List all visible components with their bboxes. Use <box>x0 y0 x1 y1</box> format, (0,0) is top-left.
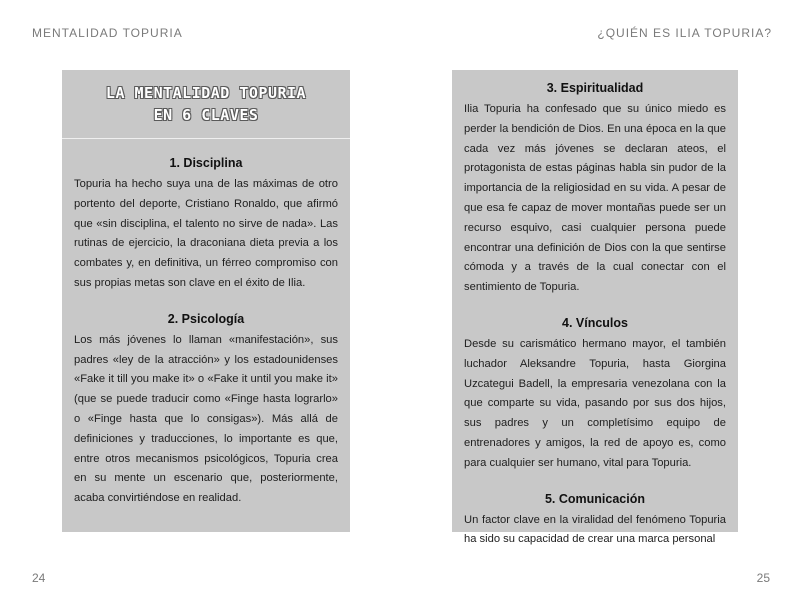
page-number-right: 25 <box>756 571 770 585</box>
section-body: Ilia Topuria ha confesado que su único miedo es perder la bendición de Dios. En una época en la que cada vez más jóvenes se declaran ateos, el protagonista de estas páginas habla sin pudor de la importancia de la religiosidad en su vida. A pesar de que esa fe capaz de mover montañas puede ser un recurso esquivo, casi cualquier persona puede encontrar una definición de Dios con la que sentirse cómoda y a través de la cual conectar con el sentimiento de Topuria. <box>464 103 726 294</box>
key-points-box-right <box>452 70 738 546</box>
key-points-box-left <box>62 70 350 532</box>
section-heading: 5. Comunicación <box>544 491 646 506</box>
section-body: Un factor clave en la viralidad del fenómeno Topuria ha sido su capacidad de crear una marca personal <box>464 513 726 546</box>
box-title-line-1: LA MENTALIDAD TOPURIA <box>105 84 307 102</box>
section-heading: 1. Disciplina <box>169 156 243 170</box>
section-body: Topuria ha hecho suya una de las máximas de otro portento del deporte, Cristiano Ronaldo, que afirmó que «sin disciplina, el talento no sirve de nada». Las rutinas de ejercicio, la draconiana dieta previa a los combates y, en definitiva, un férreo compromiso con sus propias metas son clave en el éxito de Ilia. <box>74 178 338 289</box>
section-psicologia <box>74 310 338 509</box>
section-espiritualidad <box>464 79 726 298</box>
section-body: Los más jóvenes lo llaman «manifestación», sus padres «ley de la atracción» y los estadounidenses «Fake it till you make it» o «Fake it until you make it» (que se puede traducir como «Finge hasta lograrlo» o «Finge hasta que lo consigas»). Más allá de definiciones y traducciones, lo importante es que, entre otros mecanismos psicológicos, Topuria crea en su mente un escenario que, posteriormente, acaba convirtiéndose en realidad. <box>74 333 338 505</box>
box-title-line-2: EN 6 CLAVES <box>153 106 259 124</box>
running-head-left: MENTALIDAD TOPURIA <box>32 26 183 40</box>
box-title <box>62 70 350 139</box>
page-number-left: 24 <box>32 571 46 585</box>
section-body: Desde su carismático hermano mayor, el también luchador Aleksandre Topuria, hasta Giorgina Uzcategui Badell, la empresaria venezolana con la que comparte su vida, pasando por sus dos hijos, sus padres y un completísimo equipo de entrenadores y amigos, la red de apoyo es, como para cualquier ser humano, vital para Topuria. <box>464 337 726 469</box>
section-heading: 4. Vínculos <box>562 315 628 330</box>
running-head-right: ¿QUIÉN ES ILIA TOPURIA? <box>597 26 772 40</box>
section-vinculos <box>464 314 726 474</box>
section-heading: 3. Espiritualidad <box>546 81 644 95</box>
section-disciplina <box>74 154 338 294</box>
section-heading: 2. Psicología <box>167 311 245 326</box>
section-comunicacion <box>464 490 726 551</box>
